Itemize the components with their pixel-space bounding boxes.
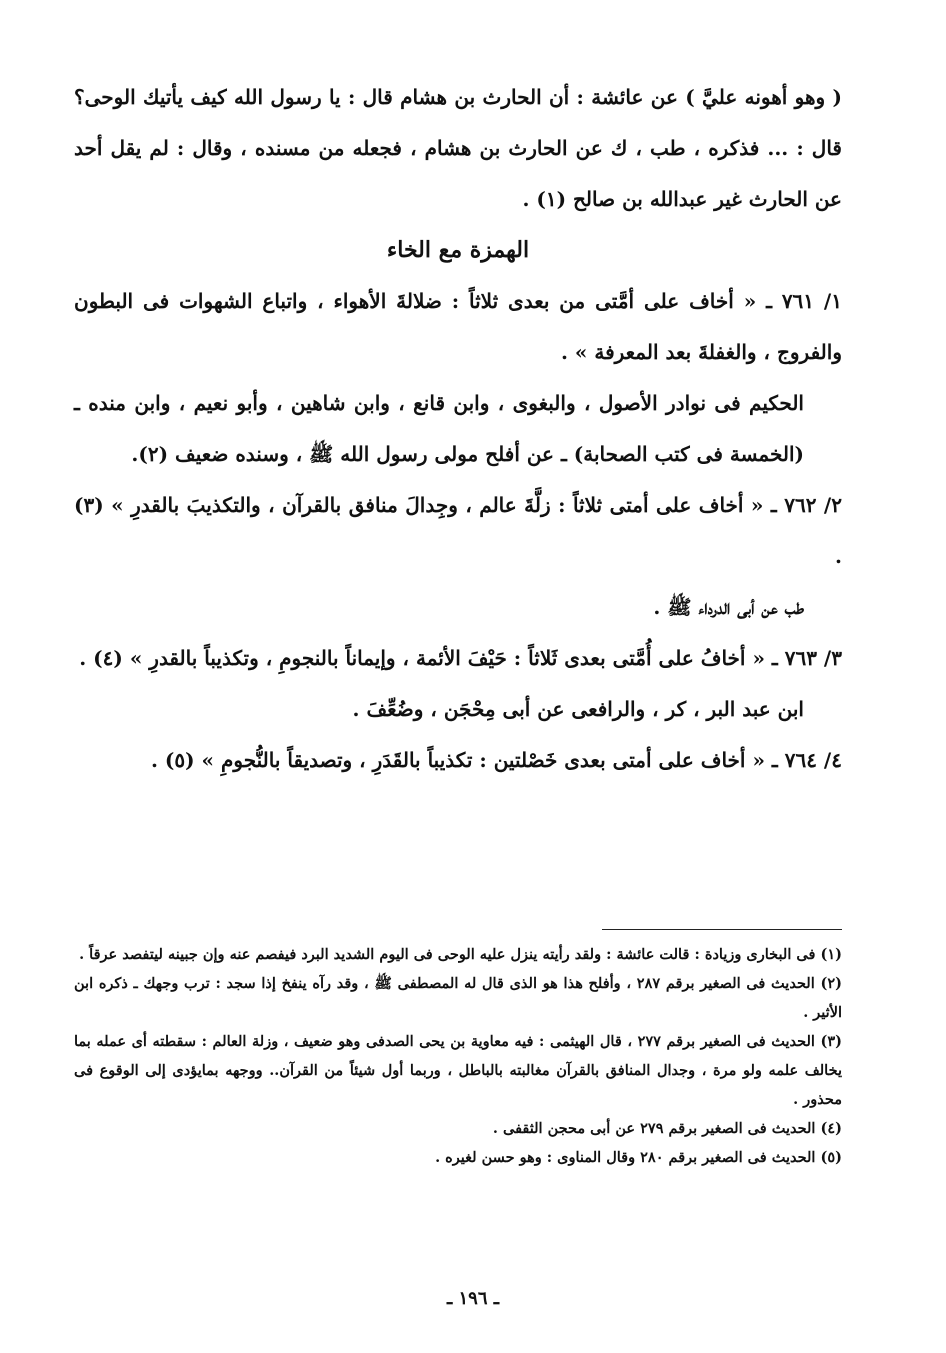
footnote-1: (١) فى البخارى وزيادة : قالت عائشة : ولقد رأيته ينزل عليه الوحى فى اليوم الشديد البرد فيفصم عنه وإن جبينه ليتفصد عرقاً . — [79, 946, 842, 963]
main-text — [74, 72, 842, 786]
footnote-3: (٣) الحديث فى الصغير برقم ٢٧٧ ، قال الهيثمى : فيه معاوية بن يحى الصدفى وهو ضعيف ، وزلة العالم : سقطته أى عمله بما يخالف علمه ولو مرة ، وجدال المنافق بالقرآن مغالبته بالباطل ، وربما أول شيئاً من القرآن.. ووجهه بمايؤدى إلى الوقوع فى محذور . — [74, 1033, 842, 1108]
section-heading: الهمزة مع الخاء — [386, 237, 530, 263]
hadith-764: ٤/ ٧٦٤ ـ « أخاف على أمتى بعدى خَصْلتين : تكذيباً بالقَدَرِ ، وتصديقاً بالنُّجومِ » (٥) . — [150, 748, 842, 772]
footnote-4: (٤) الحديث فى الصغير برقم ٢٧٩ عن أبى محجن الثقفى . — [492, 1120, 842, 1137]
hadith-762: ٢/ ٧٦٢ ـ « أخاف على أمتى ثلاثاً : زلَّةَ عالم ، وجِدالَ منافق بالقرآن ، والتكذيبَ بالقدرِ » (٣) . — [74, 493, 842, 568]
hadith-763-source: ابن عبد البر ، كر ، والرافعى عن أبى مِحْجَن ، وضُعِّفَ . — [352, 697, 804, 721]
footnote-5: (٥) الحديث فى الصغير برقم ٢٨٠ وقال المناوى : وهو حسن لغيره . — [435, 1149, 842, 1166]
hadith-763: ٣/ ٧٦٣ ـ « أخافُ على أُمَّتى بعدى ثَلاثاً : حَيْفَ الأئمة ، وإيماناً بالنجومِ ، وتكذيباً بالقدرِ » (٤) . — [79, 646, 842, 670]
footnotes — [74, 940, 842, 1172]
intro-paragraph: ( وهو أهونه عليَّ ) عن عائشة : أن الحارث بن هشام قال : يا رسول الله كيف يأتيك الوحى؟ قال : ... فذكره ، طب ، ك عن الحارث بن هشام ، فجعله من مسنده ، وقال : لم يقل أحد عن الحارث غير عبدالله بن صالح (١) . — [74, 85, 842, 211]
hadith-761-source: الحكيم فى نوادر الأصول ، والبغوى ، وابن قانع ، وابن شاهين ، وأبو نعيم ، وابن منده ـ (الخمسة فى كتب الصحابة) ـ عن أفلح مولى رسول الله ﷺ ، وسنده ضعيف (٢). — [74, 391, 804, 466]
footnote-separator — [602, 929, 842, 930]
page-number: ـ ١٩٦ ـ — [446, 1288, 500, 1309]
footnote-2: (٢) الحديث فى الصغير برقم ٢٨٧ ، وأفلح هذا هو الذى قال له المصطفى ﷺ ، وقد رآه ينفخ إذا سجد : ترب وجهك ـ ذكره ابن الأثير . — [74, 975, 843, 1021]
hadith-761: ١/ ٧٦١ ـ « أخاف على أمَّتى من بعدى ثلاثاً : ضلالةَ الأهواء ، واتباع الشهوات فى البطون والفروج ، والغفلةَ بعد المعرفة » . — [74, 289, 842, 364]
hadith-762-source: طب عن أبى الدرداء ﷺ . — [653, 595, 804, 619]
